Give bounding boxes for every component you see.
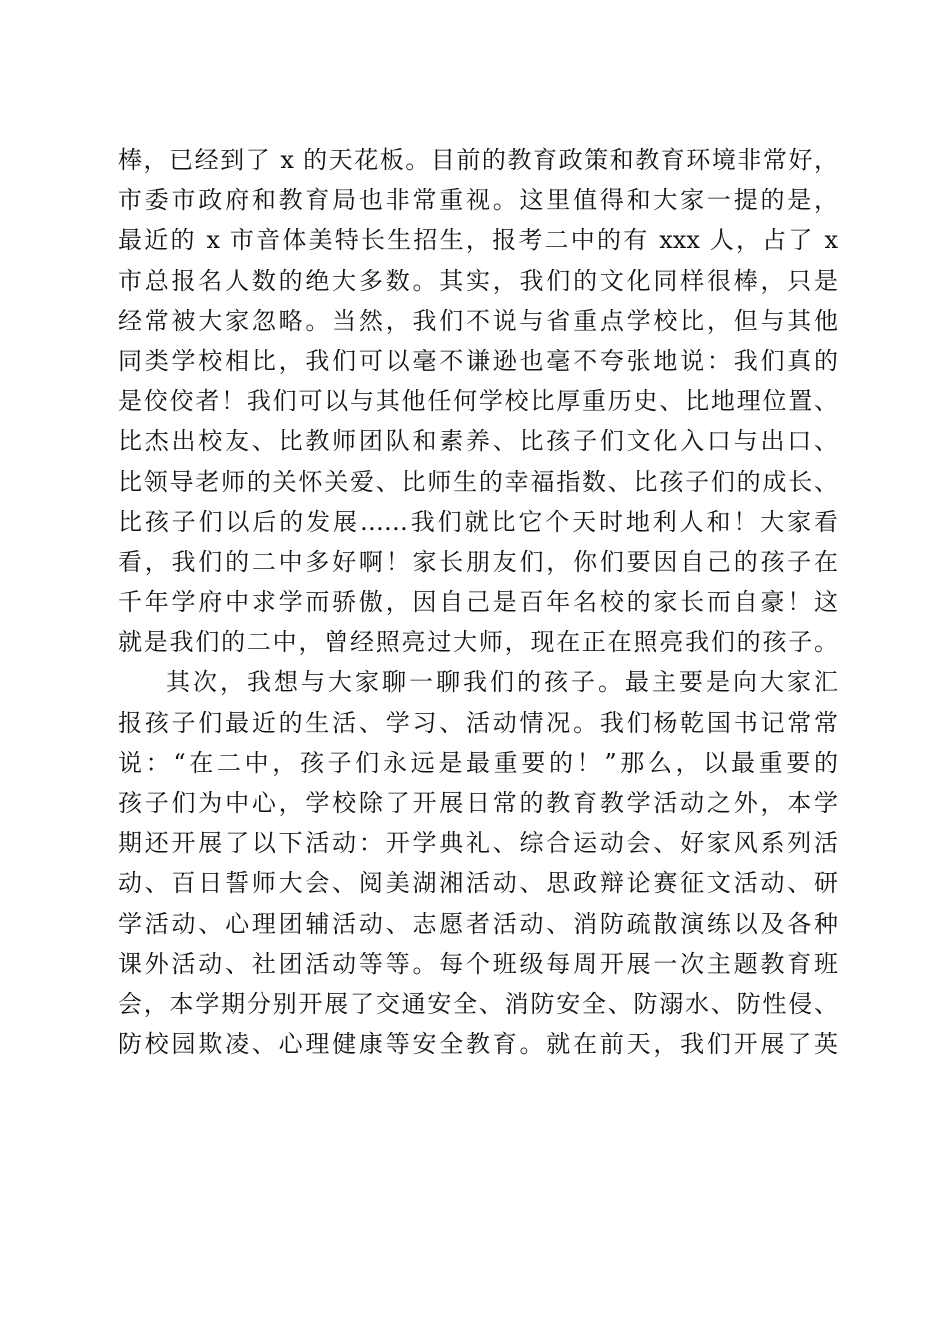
text-line: 同类学校相比，我们可以毫不谦逊也毫不夸张地说：我们真的: [118, 346, 838, 375]
text-line: 看，我们的二中多好啊！家长朋友们，你们要因自己的孩子在: [118, 547, 838, 576]
text-line: 棒，已经到了 x 的天花板。目前的教育政策和教育环境非常好，: [118, 146, 838, 174]
text-line: 经常被大家忽略。当然，我们不说与省重点学校比，但与其他: [118, 306, 838, 335]
text-line: 是佼佼者！我们可以与其他任何学校比厚重历史、比地理位置、: [118, 387, 838, 416]
text-line: 就是我们的二中，曾经照亮过大师，现在正在照亮我们的孩子。: [118, 628, 838, 657]
text-line: 说：“在二中，孩子们永远是最重要的！”那么，以最重要的: [118, 748, 838, 777]
text-line: 报孩子们最近的生活、学习、活动情况。我们杨乾国书记常常: [118, 708, 838, 737]
paragraph: [118, 140, 838, 662]
text-line: 其次，我想与大家聊一聊我们的孩子。最主要是向大家汇: [166, 668, 838, 697]
text-line: 动、百日誓师大会、阅美湖湘活动、思政辩论赛征文活动、研: [118, 869, 838, 898]
paragraph: [118, 662, 838, 1064]
text-line: 防校园欺凌、心理健康等安全教育。就在前天，我们开展了英: [118, 1030, 838, 1059]
body-text: [118, 140, 838, 1064]
text-line: 会，本学期分别开展了交通安全、消防安全、防溺水、防性侵、: [118, 989, 838, 1018]
text-line: 学活动、心理团辅活动、志愿者活动、消防疏散演练以及各种: [118, 909, 838, 938]
text-line: 市总报名人数的绝大多数。其实，我们的文化同样很棒，只是: [118, 266, 838, 295]
text-line: 孩子们为中心，学校除了开展日常的教育教学活动之外，本学: [118, 789, 838, 817]
text-line: 期还开展了以下活动：开学典礼、综合运动会、好家风系列活: [118, 829, 838, 858]
text-line: 千年学府中求学而骄傲，因自己是百年名校的家长而自豪！这: [118, 588, 838, 617]
text-line: 市委市政府和教育局也非常重视。这里值得和大家一提的是，: [118, 186, 838, 215]
text-line: 课外活动、社团活动等等。每个班级每周开展一次主题教育班: [118, 949, 838, 978]
text-line: 比杰出校友、比教师团队和素养、比孩子们文化入口与出口、: [118, 427, 838, 456]
text-line: 比领导老师的关怀关爱、比师生的幸福指数、比孩子们的成长、: [118, 467, 838, 496]
text-line: 最近的 x 市音体美特长生招生，报考二中的有 xxx 人，占了 x: [118, 226, 838, 255]
text-line: 比孩子们以后的发展……我们就比它个天时地利人和！大家看: [118, 507, 838, 536]
